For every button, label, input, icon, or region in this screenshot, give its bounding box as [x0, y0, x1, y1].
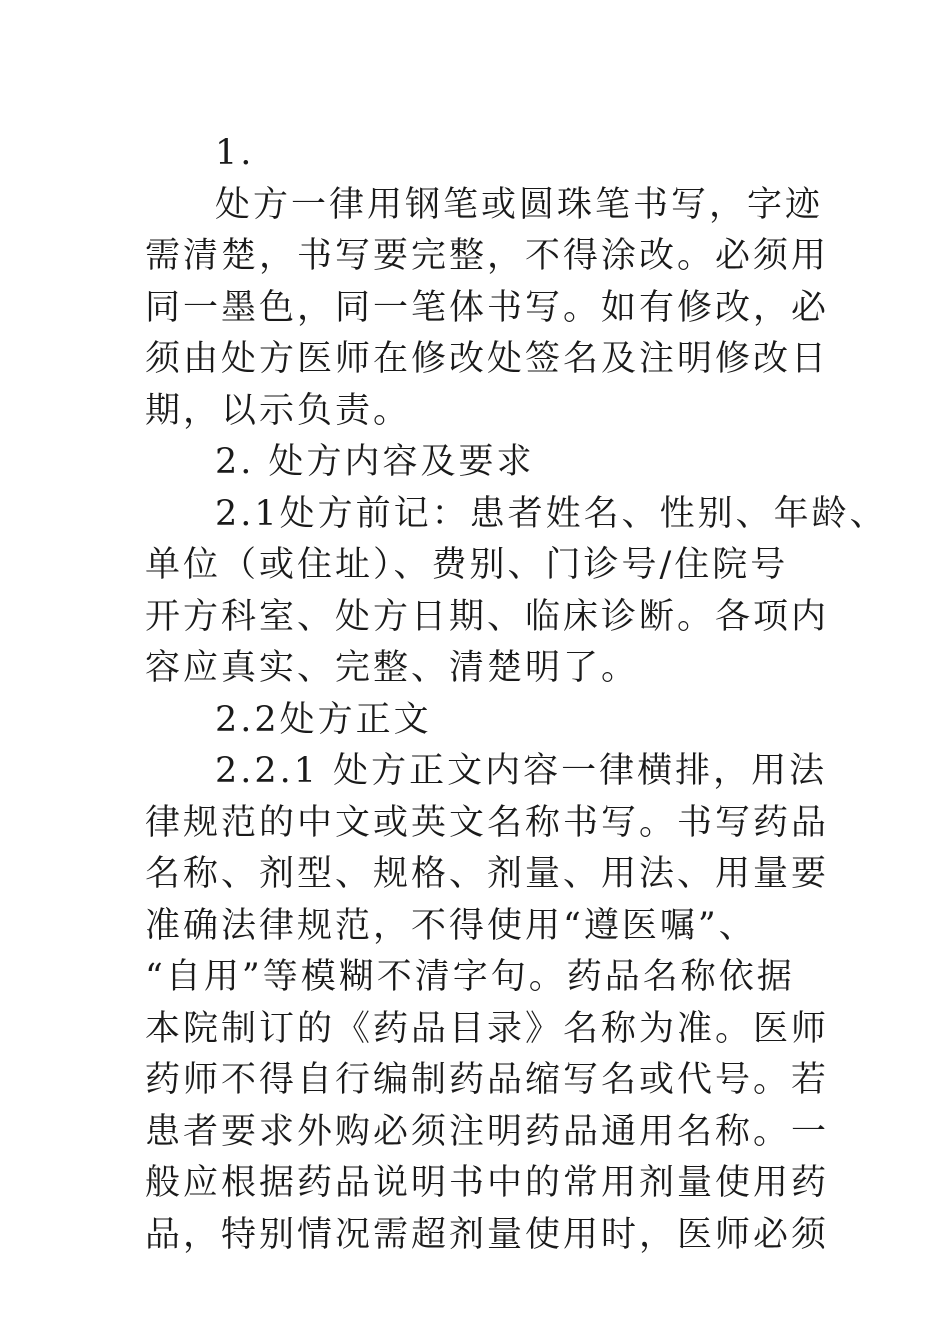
- section-number-1: 1.: [215, 133, 255, 173]
- paragraph-line: 同一墨色，同一笔体书写。如有修改，必: [145, 287, 830, 328]
- paragraph-line: 律规范的中文或英文名称书写。书写药品: [145, 802, 830, 843]
- paragraph-line: 名称、剂型、规格、剂量、用法、用量要: [145, 854, 830, 894]
- paragraph-line: 本院制订的《药品目录》名称为准。医师: [145, 1008, 830, 1049]
- document-body: [145, 128, 888, 1261]
- paragraph-line: 须由处方医师在修改处签名及注明修改日: [145, 339, 830, 379]
- paragraph-line: 品，特别情况需超剂量使用时，医师必须: [145, 1214, 830, 1255]
- paragraph-line: 准确法律规范，不得使用“遵医嘱”、: [145, 905, 757, 946]
- section-heading-2: 2. 处方内容及要求: [215, 442, 535, 482]
- paragraph-line: 般应根据药品说明书中的常用剂量使用药: [145, 1163, 830, 1203]
- section-heading-2-2: 2.2处方正文: [215, 699, 432, 740]
- paragraph-line: 期，以示负责。: [145, 390, 412, 431]
- paragraph-line: 患者要求外购必须注明药品通用名称。一: [145, 1111, 830, 1152]
- paragraph-line: 开方科室、处方日期、临床诊断。各项内: [145, 596, 830, 637]
- paragraph-line: 容应真实、完整、清楚明了。: [145, 648, 640, 688]
- paragraph-line: 单位（或住址）、费别、门诊号/住院号: [145, 545, 789, 585]
- paragraph-line: “自用”等模糊不清字句。药品名称依据: [145, 957, 795, 997]
- paragraph-line: 2.2.1 处方正文内容一律横排，用法: [215, 751, 828, 791]
- paragraph-line: 处方一律用钢笔或圆珠笔书写，字迹: [215, 184, 824, 225]
- paragraph-line: 药师不得自行编制药品缩写名或代号。若: [145, 1060, 830, 1100]
- paragraph-line: 2.1处方前记：患者姓名、性别、年龄、: [215, 493, 888, 534]
- paragraph-line: 需清楚，书写要完整，不得涂改。必须用: [145, 236, 830, 276]
